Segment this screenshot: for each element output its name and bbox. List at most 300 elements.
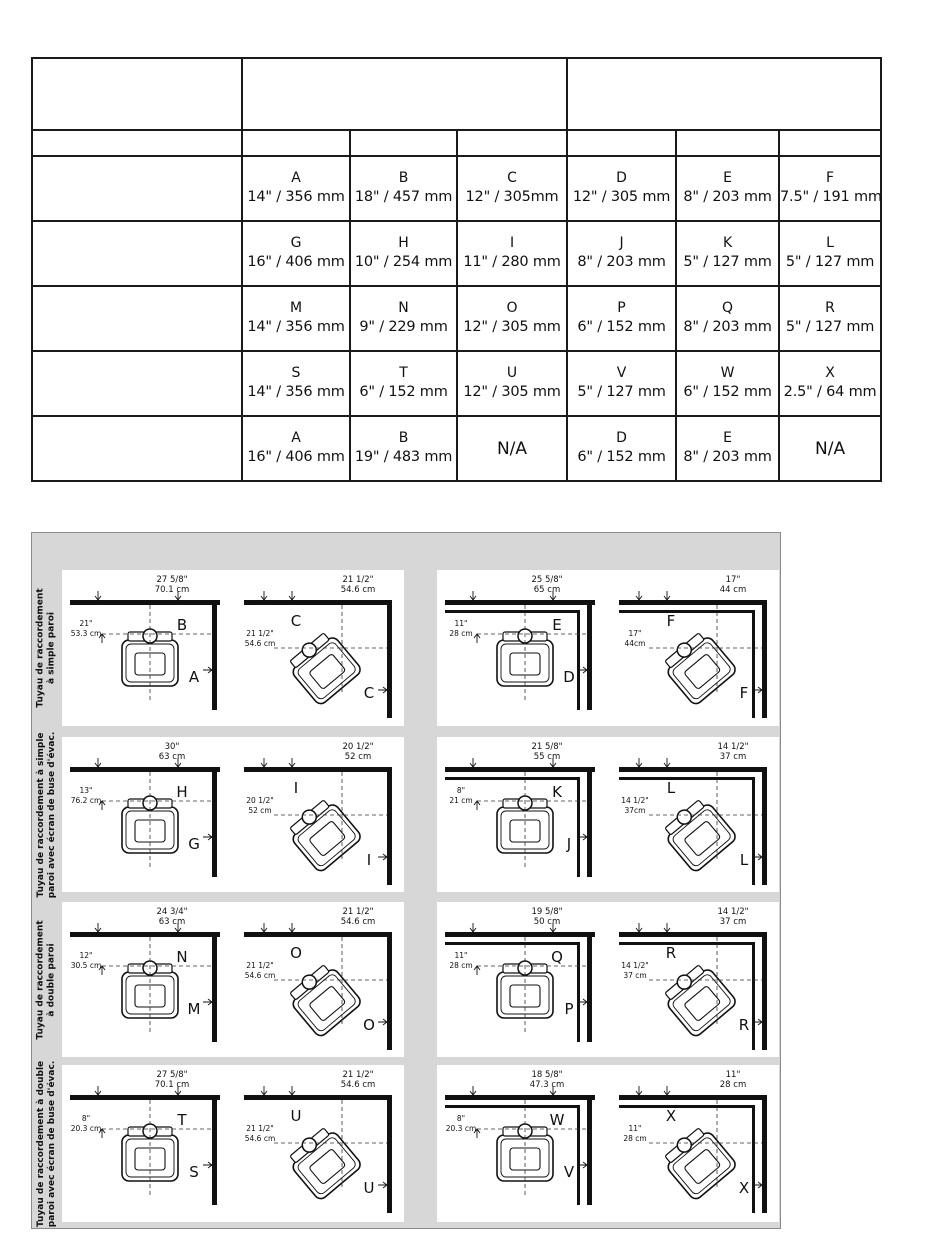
clearance-letter-label: R xyxy=(738,1016,750,1034)
clearance-letter-label: P xyxy=(564,1000,574,1018)
back-wall-shield xyxy=(445,610,577,613)
side-wall xyxy=(387,600,392,718)
dimension-inches: 21 5/8" xyxy=(531,742,563,752)
side-wall xyxy=(587,932,592,1042)
dimension-arrow xyxy=(261,758,267,767)
parallel-installation-diagram xyxy=(445,1070,595,1205)
clearance-value: 19" / 483 mm xyxy=(354,449,453,465)
corner-installation-diagram xyxy=(244,742,392,885)
parallel-installation-diagram xyxy=(445,907,595,1042)
dimension-inches: 25 5/8" xyxy=(531,575,563,585)
connector-type-line: Tuyau de raccordement xyxy=(36,588,47,708)
clearance-letter-label: C xyxy=(290,612,302,630)
side-wall xyxy=(212,600,217,710)
corner-installation-diagram xyxy=(244,1070,392,1213)
clearance-letter: M xyxy=(289,300,303,316)
clearance-value: 8" / 203 mm xyxy=(683,449,772,465)
dimension-arrow xyxy=(470,923,476,932)
clearance-letter-label: A xyxy=(188,668,200,686)
dimension-arrow xyxy=(470,591,476,600)
clearance-letter-label: F xyxy=(666,612,676,630)
dimension-arrow xyxy=(664,591,670,600)
clearance-cell xyxy=(567,156,676,221)
clearance-letter: K xyxy=(722,235,733,251)
double-wall-installation-block xyxy=(437,1065,779,1222)
clearance-cell xyxy=(567,221,676,286)
clearance-cell xyxy=(676,156,779,221)
clearance-cell xyxy=(457,416,567,481)
installation-drawings xyxy=(62,902,404,1057)
clearance-value: 16" / 406 mm xyxy=(247,449,345,465)
dimension-metric: 54.6 cm xyxy=(340,917,376,927)
clearance-value: 6" / 152 mm xyxy=(577,319,666,335)
clearance-cell xyxy=(242,156,350,221)
dimension-metric: 54.6 cm xyxy=(244,971,276,980)
clearance-letter: S xyxy=(291,365,301,381)
single-wall-installation-block xyxy=(62,902,404,1057)
dimension-inches: 21 1/2" xyxy=(342,575,374,585)
dimension-arrow xyxy=(289,758,295,767)
clearance-value: 5" / 127 mm xyxy=(683,254,772,270)
installation-drawings xyxy=(437,570,779,726)
dimension-arrow xyxy=(664,1086,670,1095)
clearance-cell xyxy=(567,416,676,481)
installation-drawings xyxy=(62,737,404,892)
dimension-inches: 18 5/8" xyxy=(531,1070,563,1080)
clearance-letter-label: I xyxy=(366,851,372,869)
dimension-metric: 47.3 cm xyxy=(529,1080,565,1090)
clearance-value: 18" / 457 mm xyxy=(354,189,453,205)
clearance-diagram-panel xyxy=(31,532,781,1229)
clearance-value: 5" / 127 mm xyxy=(785,254,875,270)
dimension-metric: 28 cm xyxy=(719,1080,747,1090)
back-wall xyxy=(619,1095,767,1100)
clearance-letter-label: X xyxy=(738,1179,750,1197)
dimension-inches: 21 1/2" xyxy=(342,1070,374,1080)
clearance-letter: H xyxy=(398,235,409,251)
dimension-metric: 52 cm xyxy=(248,806,272,815)
connector-type-line: Tuyau de raccordement xyxy=(36,919,47,1040)
clearance-letter-label: F xyxy=(739,684,749,702)
clearance-letter-label: U xyxy=(363,1179,375,1197)
dimension-inches: 24 3/4" xyxy=(156,907,188,917)
back-wall-shield xyxy=(445,942,577,945)
table-row xyxy=(32,156,881,221)
dimension-metric: 70.1 cm xyxy=(154,585,190,595)
dimension-arrow xyxy=(470,1086,476,1095)
dimension-arrow xyxy=(261,923,267,932)
clearance-value: 8" / 203 mm xyxy=(683,319,772,335)
single-wall-installation-block xyxy=(62,737,404,892)
dimension-arrow xyxy=(636,758,642,767)
row-label-cell xyxy=(32,351,242,416)
connector-type-line: Tuyau de raccordement à double xyxy=(36,1060,47,1227)
dimension-metric: 30.5 cm xyxy=(70,961,102,970)
side-wall xyxy=(762,1095,767,1213)
corner-installation-diagram xyxy=(619,907,767,1050)
clearance-value: 10" / 254 mm xyxy=(354,254,453,270)
clearance-value: 14" / 356 mm xyxy=(247,319,345,335)
table-row xyxy=(32,351,881,416)
back-wall xyxy=(445,600,595,605)
connector-type-line: paroi avec écran de buse d'évac. xyxy=(47,731,58,898)
clearance-letter: L xyxy=(826,235,834,251)
double-wall-installation-block xyxy=(437,737,779,892)
parallel-installation-diagram xyxy=(70,575,220,710)
parallel-installation-diagram xyxy=(70,742,220,877)
table-subheader-cell xyxy=(32,130,242,156)
dimension-inches: 8" xyxy=(456,786,466,795)
back-wall-shield xyxy=(619,777,752,780)
installation-drawings xyxy=(437,902,779,1057)
clearance-letter-label: R xyxy=(665,944,677,962)
clearance-value: 8" / 203 mm xyxy=(683,189,772,205)
clearance-letter-label: K xyxy=(552,783,562,801)
clearance-value: 11" / 280 mm xyxy=(463,254,561,270)
dimension-inches: 14 1/2" xyxy=(717,742,749,752)
clearance-cell xyxy=(350,221,457,286)
table-row xyxy=(32,416,881,481)
dimension-arrow xyxy=(95,1086,101,1095)
clearance-letter: G xyxy=(290,235,302,251)
dimension-arrow xyxy=(289,1086,295,1095)
side-wall xyxy=(212,1095,217,1205)
dimension-arrow xyxy=(474,634,480,643)
dimension-inches: 8" xyxy=(81,1114,91,1123)
clearance-letter-label: I xyxy=(293,779,299,797)
installation-drawings xyxy=(62,570,404,726)
clearance-value: 16" / 406 mm xyxy=(247,254,345,270)
back-wall xyxy=(70,767,220,772)
clearance-letter-label: S xyxy=(189,1163,199,1181)
dimension-metric: 54.6 cm xyxy=(340,585,376,595)
clearance-letter: Q xyxy=(722,300,734,316)
dimension-metric: 53.3 cm xyxy=(70,629,102,638)
double-wall-installation-block xyxy=(437,570,779,726)
clearance-letter: D xyxy=(616,430,627,446)
dimension-metric: 37 cm xyxy=(719,752,747,762)
connector-type-line: paroi avec écran de buse d'évac. xyxy=(47,1060,58,1227)
installation-drawings xyxy=(437,1065,779,1222)
connector-type-label xyxy=(34,1060,60,1227)
clearance-letter: J xyxy=(619,235,624,251)
corner-installation-diagram xyxy=(619,1070,767,1213)
stove-body xyxy=(658,959,738,1039)
side-wall-shield xyxy=(752,777,755,885)
dimension-arrow xyxy=(203,667,212,673)
clearance-value: 12" / 305 mm xyxy=(463,319,561,335)
back-wall xyxy=(244,1095,392,1100)
clearance-letter: P xyxy=(617,300,626,316)
clearance-letter-label: E xyxy=(552,616,562,634)
dimension-inches: 19 5/8" xyxy=(531,907,563,917)
clearance-cell xyxy=(676,221,779,286)
connector-type-text xyxy=(36,920,58,1039)
clearance-letter-label: V xyxy=(563,1163,575,1181)
clearance-letter-label: B xyxy=(176,616,188,634)
connector-type-text xyxy=(36,731,58,897)
dimension-metric: 37 cm xyxy=(719,917,747,927)
stove-body xyxy=(283,1122,363,1202)
stove-body xyxy=(283,794,363,874)
dimension-metric: 28 cm xyxy=(449,629,473,638)
clearance-letter: X xyxy=(825,365,835,381)
clearance-cell xyxy=(457,156,567,221)
side-wall xyxy=(587,1095,592,1205)
clearance-value: 7.5" / 191 mm xyxy=(780,189,882,205)
side-wall xyxy=(387,1095,392,1213)
row-label-cell xyxy=(32,416,242,481)
side-wall-shield xyxy=(752,942,755,1050)
dimension-arrow xyxy=(378,1182,387,1188)
clearance-value: 14" / 356 mm xyxy=(247,189,345,205)
dimension-arrow xyxy=(664,758,670,767)
corner-installation-diagram xyxy=(619,742,767,885)
side-wall xyxy=(212,767,217,877)
dimension-arrow xyxy=(203,834,212,840)
clearance-value: 2.5" / 64 mm xyxy=(783,384,877,400)
back-wall xyxy=(619,932,767,937)
clearance-letter-label: O xyxy=(290,944,302,962)
dimension-metric: 28 cm xyxy=(623,1134,647,1143)
clearance-cell xyxy=(242,351,350,416)
dimension-arrow xyxy=(636,923,642,932)
side-wall-shield xyxy=(577,942,580,1042)
clearance-cell xyxy=(457,221,567,286)
back-wall xyxy=(445,767,595,772)
clearance-letter-label: G xyxy=(188,835,200,853)
dimension-metric: 28 cm xyxy=(449,961,473,970)
clearance-letter-label: H xyxy=(176,783,188,801)
table-row xyxy=(32,286,881,351)
not-applicable-value: N/A xyxy=(496,438,528,459)
dimension-metric: 63 cm xyxy=(158,752,186,762)
dimension-metric: 63 cm xyxy=(158,917,186,927)
back-wall xyxy=(619,767,767,772)
dimension-metric: 54.6 cm xyxy=(244,639,276,648)
connector-type-label xyxy=(34,731,60,898)
clearance-letter-label: L xyxy=(739,851,749,869)
clearance-letter-label: O xyxy=(363,1016,375,1034)
clearance-letter-label: T xyxy=(177,1111,187,1129)
connector-type-line: à double paroi xyxy=(47,942,58,1017)
side-wall xyxy=(762,932,767,1050)
clearance-letter: N xyxy=(398,300,409,316)
dimension-arrow xyxy=(636,1086,642,1095)
clearance-letter-label: C xyxy=(363,684,375,702)
dimension-arrow xyxy=(378,854,387,860)
dimension-metric: 70.1 cm xyxy=(154,1080,190,1090)
back-wall xyxy=(244,600,392,605)
dimension-arrow xyxy=(203,1162,212,1168)
dimension-arrow xyxy=(95,758,101,767)
clearance-cell xyxy=(676,351,779,416)
table-subheader-cell xyxy=(350,130,457,156)
row-label-cell xyxy=(32,221,242,286)
clearance-letter: I xyxy=(509,235,515,251)
dimension-arrow xyxy=(636,591,642,600)
row-label-cell xyxy=(32,286,242,351)
clearance-cell xyxy=(350,286,457,351)
dimension-inches: 8" xyxy=(456,1114,466,1123)
clearance-letter: A xyxy=(291,170,301,186)
dimension-arrow xyxy=(474,801,480,810)
corner-installation-diagram xyxy=(244,575,392,718)
dimension-inches: 12" xyxy=(79,951,93,960)
side-wall xyxy=(387,932,392,1050)
clearance-value: 8" / 203 mm xyxy=(577,254,666,270)
dimension-inches: 14 1/2" xyxy=(717,907,749,917)
clearance-value: 9" / 229 mm xyxy=(359,319,448,335)
side-wall xyxy=(387,767,392,885)
double-wall-installation-block xyxy=(437,902,779,1057)
back-wall xyxy=(445,1095,595,1100)
table-subheader-cell xyxy=(567,130,676,156)
clearance-letter: T xyxy=(399,365,408,381)
clearance-cell xyxy=(567,351,676,416)
clearance-cell xyxy=(779,351,881,416)
table-subheader-cell xyxy=(242,130,350,156)
dimension-inches: 21 1/2" xyxy=(246,961,274,970)
parallel-installation-diagram xyxy=(70,907,220,1042)
dimension-arrow xyxy=(289,591,295,600)
dimension-inches: 21 1/2" xyxy=(342,907,374,917)
clearance-cell xyxy=(676,416,779,481)
table-header-cell xyxy=(32,58,242,130)
clearance-value: 12" / 305mm xyxy=(465,189,559,205)
clearance-cell xyxy=(457,286,567,351)
dimension-metric: 52 cm xyxy=(344,752,372,762)
clearance-cell xyxy=(457,351,567,416)
back-wall xyxy=(619,600,767,605)
dimension-arrow xyxy=(261,1086,267,1095)
clearance-value: 12" / 305 mm xyxy=(572,189,671,205)
back-wall xyxy=(70,1095,220,1100)
dimension-inches: 11" xyxy=(454,951,468,960)
side-wall-shield xyxy=(752,610,755,718)
clearance-letter: B xyxy=(398,430,409,446)
dimension-inches: 21 1/2" xyxy=(246,629,274,638)
side-wall xyxy=(762,767,767,885)
clearance-cell xyxy=(350,351,457,416)
connector-type-label xyxy=(34,902,60,1057)
parallel-installation-diagram xyxy=(445,742,595,877)
side-wall-shield xyxy=(752,1105,755,1213)
clearance-letter: D xyxy=(616,170,627,186)
table-header-cell xyxy=(242,58,567,130)
dimension-arrow xyxy=(664,923,670,932)
single-wall-installation-block xyxy=(62,1065,404,1222)
dimension-metric: 54.6 cm xyxy=(244,1134,276,1143)
back-wall-shield xyxy=(619,1105,752,1108)
clearance-cell xyxy=(676,286,779,351)
connector-type-line: Tuyau de raccordement à simple xyxy=(36,731,47,898)
clearance-letter-label: L xyxy=(666,779,676,797)
clearance-value: 6" / 152 mm xyxy=(683,384,772,400)
dimension-inches: 27 5/8" xyxy=(156,575,188,585)
side-wall-shield xyxy=(577,1105,580,1205)
clearance-letter: U xyxy=(506,365,518,381)
dimension-inches: 11" xyxy=(628,1124,642,1133)
back-wall-shield xyxy=(445,777,577,780)
dimension-inches: 20 1/2" xyxy=(342,742,374,752)
dimension-metric: 55 cm xyxy=(533,752,561,762)
dimension-inches: 11" xyxy=(454,619,468,628)
table-row xyxy=(32,221,881,286)
dimension-inches: 14 1/2" xyxy=(621,796,649,805)
clearance-letter: W xyxy=(720,365,735,381)
dimension-metric: 44 cm xyxy=(719,585,747,595)
stove-body xyxy=(658,627,738,707)
clearance-letter: C xyxy=(507,170,517,186)
clearance-cell xyxy=(779,286,881,351)
connector-type-label xyxy=(34,570,60,726)
clearance-value: 5" / 127 mm xyxy=(785,319,875,335)
parallel-installation-diagram xyxy=(70,1070,220,1205)
table-subheader-cell xyxy=(676,130,779,156)
dimension-inches: 11" xyxy=(725,1070,741,1080)
dimension-metric: 37cm xyxy=(624,806,646,815)
dimension-arrow xyxy=(474,966,480,975)
stove-body xyxy=(658,794,738,874)
clearance-cell xyxy=(350,156,457,221)
clearance-cell xyxy=(242,221,350,286)
stove-body xyxy=(658,1122,738,1202)
row-label-cell xyxy=(32,156,242,221)
side-wall-shield xyxy=(577,777,580,877)
back-wall xyxy=(445,932,595,937)
dimension-inches: 17" xyxy=(725,575,741,585)
side-wall xyxy=(587,767,592,877)
clearance-letter-label: U xyxy=(290,1107,302,1125)
dimension-metric: 76.2 cm xyxy=(70,796,102,805)
connector-type-text xyxy=(36,1060,58,1226)
dimension-inches: 14 1/2" xyxy=(621,961,649,970)
stove-body xyxy=(283,959,363,1039)
clearance-cell xyxy=(779,156,881,221)
clearance-cell xyxy=(242,286,350,351)
dimension-metric: 44cm xyxy=(624,639,646,648)
dimension-metric: 20.3 cm xyxy=(70,1124,102,1133)
clearance-value: 5" / 127 mm xyxy=(577,384,666,400)
clearance-value: 6" / 152 mm xyxy=(359,384,448,400)
dimension-metric: 21 cm xyxy=(449,796,473,805)
dimension-metric: 65 cm xyxy=(533,585,561,595)
side-wall-shield xyxy=(577,610,580,710)
installation-drawings xyxy=(437,737,779,892)
clearance-letter: E xyxy=(723,170,732,186)
clearance-letter: A xyxy=(291,430,301,446)
clearance-value: 6" / 152 mm xyxy=(577,449,666,465)
corner-installation-diagram xyxy=(619,575,767,718)
back-wall xyxy=(244,932,392,937)
clearance-value: 12" / 305 mm xyxy=(463,384,561,400)
not-applicable-value: N/A xyxy=(815,438,846,459)
back-wall-shield xyxy=(619,942,752,945)
dimension-arrow xyxy=(378,687,387,693)
clearance-letter-label: Q xyxy=(551,948,563,966)
clearance-value: 14" / 356 mm xyxy=(247,384,345,400)
corner-installation-diagram xyxy=(244,907,392,1050)
parallel-installation-diagram xyxy=(445,575,595,710)
dimension-arrow xyxy=(95,591,101,600)
clearance-cell xyxy=(779,416,881,481)
dimension-metric: 20.3 cm xyxy=(445,1124,477,1133)
installation-drawings xyxy=(62,1065,404,1222)
back-wall xyxy=(70,932,220,937)
single-wall-installation-block xyxy=(62,570,404,726)
stove-body xyxy=(283,627,363,707)
